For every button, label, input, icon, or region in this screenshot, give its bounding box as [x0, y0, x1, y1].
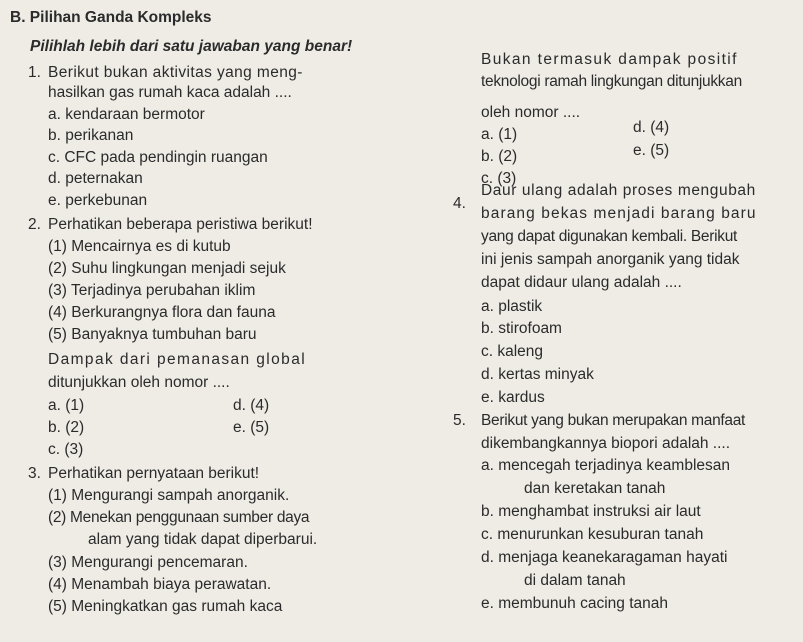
question-number: 5. — [453, 412, 466, 429]
question-text: teknologi ramah lingkungan ditunjukkan — [481, 73, 742, 90]
question-text: Berikut bukan aktivitas yang meng- — [48, 64, 303, 81]
statement-5: (5) Banyaknya tumbuhan baru — [48, 326, 257, 343]
option-a: a. mencegah terjadinya keamblesan — [481, 457, 731, 474]
option-e: e. membunuh cacing tanah — [481, 595, 668, 612]
section-title: B. Pilihan Ganda Kompleks — [10, 9, 212, 26]
question-text: Bukan termasuk dampak positif — [481, 51, 738, 68]
question-text: ini jenis sampah anorganik yang tidak — [481, 251, 740, 268]
option-d: d. menjaga keanekaragaman hayati — [481, 549, 728, 566]
statement-1: (1) Mengurangi sampah anorganik. — [48, 487, 290, 504]
option-a-continued: dan keretakan tanah — [524, 480, 666, 497]
option-e: e. (5) — [633, 142, 670, 159]
option-c: c. CFC pada pendingin ruangan — [48, 149, 268, 166]
statement-5: (5) Meningkatkan gas rumah kaca — [48, 598, 283, 615]
option-a: a. (1) — [481, 126, 518, 143]
option-e: e. (5) — [233, 419, 270, 436]
option-b: b. stirofoam — [481, 320, 562, 337]
question-number: 3. — [28, 465, 41, 482]
option-d-continued: di dalam tanah — [524, 572, 626, 589]
option-b: b. menghambat instruksi air laut — [481, 503, 701, 520]
question-text: Daur ulang adalah proses mengubah — [481, 182, 756, 199]
option-c: c. (3) — [481, 170, 517, 187]
option-c: c. menurunkan kesuburan tanah — [481, 526, 704, 543]
question-prompt: Dampak dari pemanasan global — [48, 351, 307, 368]
option-d: d. kertas minyak — [481, 366, 594, 383]
instruction: Pilihlah lebih dari satu jawaban yang benar! — [30, 38, 353, 55]
statement-2: (2) Suhu lingkungan menjadi sejuk — [48, 260, 286, 277]
question-number: 4. — [453, 195, 466, 212]
question-text: yang dapat digunakan kembali. Berikut — [481, 228, 738, 245]
question-number: 1. — [28, 64, 41, 81]
question-number: 2. — [28, 216, 41, 233]
question-text: dikembangkannya biopori adalah .... — [481, 435, 731, 452]
statement-4: (4) Menambah biaya perawatan. — [48, 576, 272, 593]
option-b: b. (2) — [48, 419, 85, 436]
question-text: dapat didaur ulang adalah .... — [481, 274, 682, 291]
question-text: oleh nomor .... — [481, 104, 581, 121]
statement-3: (3) Mengurangi pencemaran. — [48, 554, 248, 571]
statement-2: (2) Menekan penggunaan sumber daya — [48, 509, 310, 526]
option-d: d. (4) — [233, 397, 270, 414]
option-d: d. peternakan — [48, 170, 143, 187]
option-e: e. perkebunan — [48, 192, 148, 209]
question-text: hasilkan gas rumah kaca adalah .... — [48, 84, 292, 101]
question-text: Perhatikan beberapa peristiwa berikut! — [48, 216, 313, 233]
statement-2-continued: alam yang tidak dapat diperbarui. — [88, 531, 318, 548]
statement-1: (1) Mencairnya es di kutub — [48, 238, 231, 255]
question-text: barang bekas menjadi barang baru — [481, 205, 757, 222]
question-text: Perhatikan pernyataan berikut! — [48, 465, 260, 482]
option-e: e. kardus — [481, 389, 545, 406]
question-text: Berikut yang bukan merupakan manfaat — [481, 412, 746, 429]
option-a: a. plastik — [481, 298, 543, 315]
option-a: a. kendaraan bermotor — [48, 106, 205, 123]
statement-3: (3) Terjadinya perubahan iklim — [48, 282, 256, 299]
question-prompt: ditunjukkan oleh nomor .... — [48, 374, 230, 391]
option-a: a. (1) — [48, 397, 85, 414]
option-d: d. (4) — [633, 119, 670, 136]
option-b: b. (2) — [481, 148, 518, 165]
option-c: c. (3) — [48, 441, 84, 458]
option-c: c. kaleng — [481, 343, 544, 360]
option-b: b. perikanan — [48, 127, 134, 144]
statement-4: (4) Berkurangnya flora dan fauna — [48, 304, 276, 321]
